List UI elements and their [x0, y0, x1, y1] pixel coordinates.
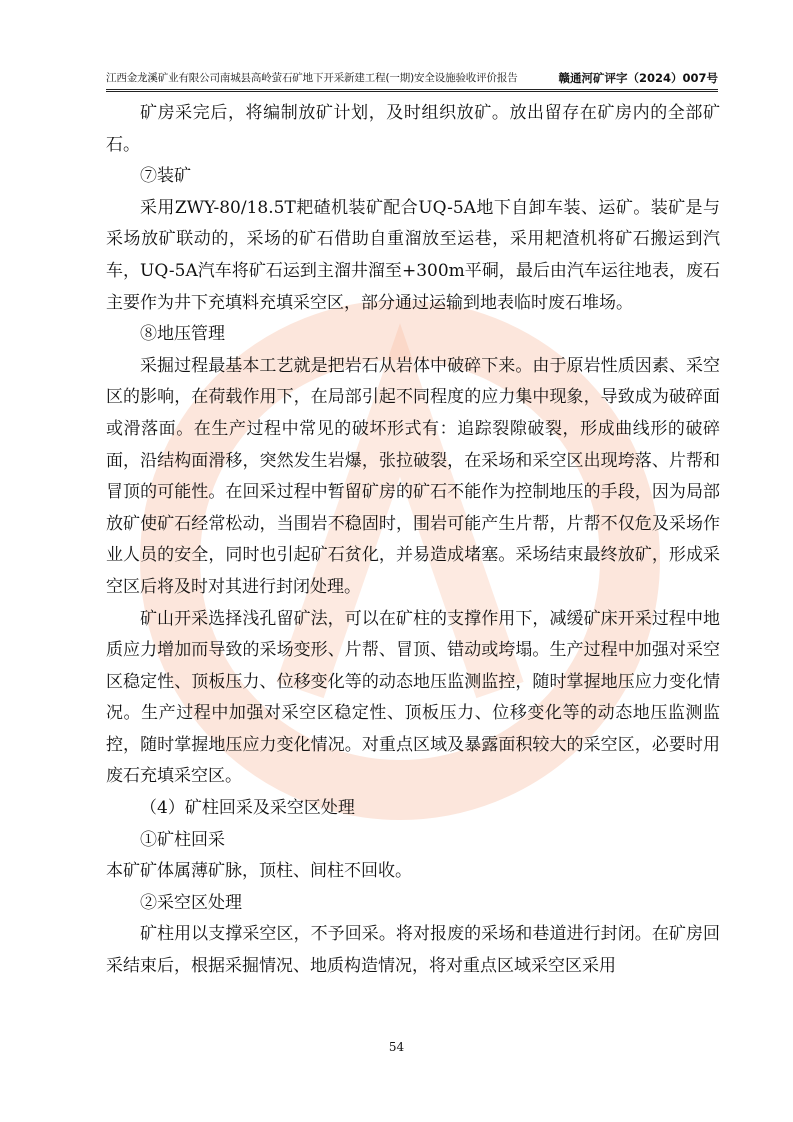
header-title: 江西金龙溪矿业有限公司南城县高岭萤石矿地下开采新建工程(一期)安全设施验收评价报告 — [106, 72, 518, 84]
section-heading-loading: ⑦装矿 — [140, 166, 191, 187]
section-heading-pillar-recovery: （4）矿柱回采及采空区处理 — [140, 798, 355, 819]
paragraph: 矿柱用以支撑采空区，不予回采。将对报废的采场和巷道进行封闭。在矿房回采结束后，根据采掘情况、地质构造情况，将对重点区域采空区采用 — [106, 924, 720, 977]
paragraph: 采用ZWY-80/18.5T耙碴机装矿配合UQ-5A地下自卸车装、运矿。装矿是与采场放矿联动的，采场的矿石借助自重溜放至运巷，采用耙渣机将矿石搬运到汽车，UQ-5A汽车将矿石运到主溜井溜至+300m平硐，最后由汽车运往地表，废石主要作为井下充填料充填采空区，部分通过运输到地表临时废石堆场。 — [106, 197, 720, 313]
paragraph: 矿房采完后，将编制放矿计划，及时组织放矿。放出留存在矿房内的全部矿石。 — [106, 103, 720, 155]
report-number: 赣通河矿评字（2024）007号 — [558, 71, 718, 85]
header-divider-2 — [106, 91, 718, 92]
header-divider — [106, 89, 718, 90]
section-heading-ground-pressure: ⑧地压管理 — [140, 324, 225, 345]
page-body — [106, 98, 720, 983]
subheading-pillar-recovery: ①矿柱回采 — [140, 829, 225, 850]
paragraph: 本矿矿体属薄矿脉，顶柱、间柱不回收。 — [106, 861, 412, 882]
subheading-goaf-treatment: ②采空区处理 — [140, 892, 242, 913]
paragraph: 采掘过程最基本工艺就是把岩石从岩体中破碎下来。由于原岩性质因素、采空区的影响，在荷载作用下，在局部引起不同程度的应力集中现象，导致成为破碎面或滑落面。在生产过程中常见的破坏形式有：追踪裂隙破裂，形成曲线形的破碎面，沿结构面滑移，突然发生岩爆，张拉破裂，在采场和采空区出现垮落、片帮和冒顶的可能性。在回采过程中暂留矿房的矿石不能作为控制地压的手段，因为局部放矿使矿石经常松动，当围岩不稳固时，围岩可能产生片帮，片帮不仅危及采场作业人员的安全，同时也引起矿石贫化，并易造成堵塞。采场结束最终放矿，形成采空区后将及时对其进行封闭处理。 — [106, 355, 720, 597]
page-number: 54 — [388, 1040, 405, 1054]
page-header — [106, 68, 718, 88]
paragraph: 矿山开采选择浅孔留矿法，可以在矿柱的支撑作用下，减缓矿床开采过程中地质应力增加而导致的采场变形、片帮、冒顶、错动或垮塌。生产过程中加强对采空区稳定性、顶板压力、位移变化等的动态地压监测监控，随时掌握地压应力变化情况。生产过程中加强对采空区稳定性、顶板压力、位移变化等的动态地压监测监控，随时掌握地压应力变化情况。对重点区域及暴露面积较大的采空区，必要时用废石充填采空区。 — [106, 608, 720, 787]
